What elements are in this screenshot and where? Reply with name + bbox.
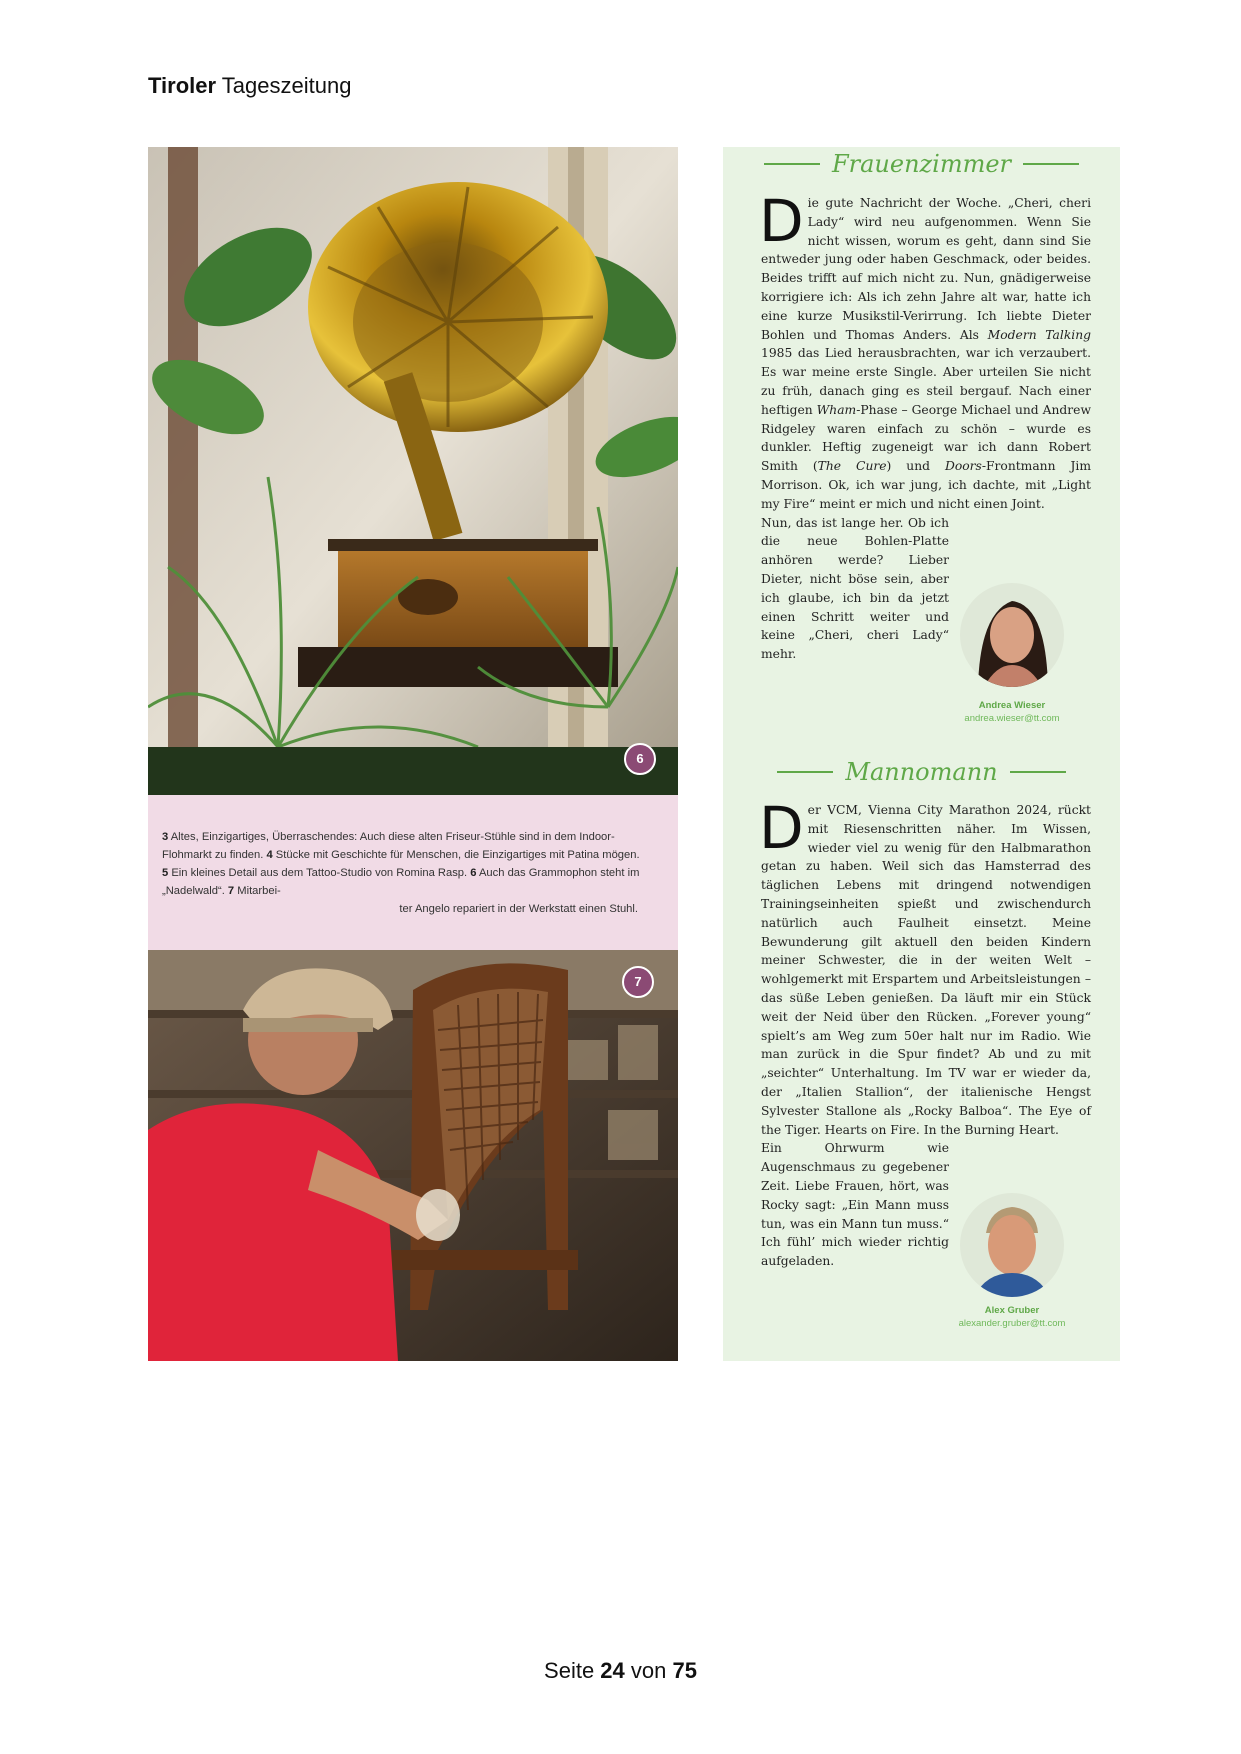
publication-name-bold: Tiroler	[148, 73, 217, 98]
portrait-woman	[960, 583, 1064, 687]
caption-number: 3	[162, 831, 169, 843]
article-text: ie gute Nachricht der Woche. „Cheri, cheri Lady“ wird neu aufgenommen. Wenn Sie nicht wissen, worum es geht, dann sind Sie entweder jung oder haben Geschmack, oder beides. Beides trifft auf mich nicht zu. Nun, gnädigerweise korrigiere ich: Als ich zehn Jahre alt war, hatte ich eine kurze Musikstil-Verirrung. Ich liebte Dieter Bohlen und Thomas Anders. Als	[761, 196, 1091, 342]
opinion-column	[723, 147, 1120, 1361]
heading-rule	[1010, 771, 1066, 773]
author-email[interactable]: andrea.wieser@tt.com	[964, 713, 1060, 724]
dropcap: D	[759, 794, 804, 862]
article-paragraph	[759, 794, 1091, 1139]
workshop-illustration	[148, 950, 678, 1361]
photo-number-badge: 7	[622, 966, 654, 998]
photo-caption	[148, 795, 678, 950]
heading-rule	[1023, 163, 1079, 165]
heading-rule	[764, 163, 820, 165]
page-footer	[0, 1658, 1241, 1684]
article-text: ) und	[886, 459, 945, 474]
caption-segment: Mitarbei-	[234, 885, 281, 897]
article-paragraph-closing: Nun, das ist lange her. Ob ich die neue Bohlen-Platte anhören werde? Lieber Dieter, nicht böse sein, aber ich glaube, ich bin da jetzt einen Schritt weiter und keine „Cheri, cheri Lady“ mehr.	[761, 515, 949, 662]
caption-segment: Stücke mit Geschichte für Menschen, die Einzigartiges mit Patina mögen.	[272, 849, 640, 861]
caption-segment: Auch das Grammophon steht im „Nadelwald“.	[162, 867, 640, 897]
author-name: Andrea Wieser	[978, 700, 1046, 711]
caption-number: 7	[227, 885, 235, 897]
author-photo-andrea-wieser	[960, 583, 1064, 687]
article-paragraph-closing: Ein Ohrwurm wie Augenschmaus zu gegebener Zeit. Liebe Frauen, hört, was Rocky sagt: „Ein Mann muss tun, was ein Mann tun muss.“ Ich fühl’ mich wieder richtig aufgeladen.	[761, 1141, 949, 1269]
article-italic: Doors	[944, 459, 982, 474]
gramophone-illustration	[148, 147, 678, 795]
article-text: 1985 das Lied herausbrachten, war ich verzaubert. Es war meine erste Single. Aber urteilen Sie nicht zu früh, danach ging es steil bergauf. Nach einer heftigen	[761, 346, 1091, 417]
heading-title: Frauenzimmer	[831, 150, 1012, 178]
caption-number: 4	[266, 849, 273, 861]
article-italic: The Cure	[817, 459, 887, 474]
current-page-number: 24	[600, 1658, 625, 1683]
caption-number: 5	[162, 867, 169, 879]
author-email[interactable]: alexander.gruber@tt.com	[958, 1318, 1066, 1329]
publication-name-rest: Tageszeitung	[216, 73, 352, 98]
caption-number: 6	[470, 867, 477, 879]
gramophone-photo	[148, 147, 678, 795]
section-heading-mannomann	[723, 755, 1120, 789]
caption-segment: Ein kleines Detail aus dem Tattoo-Studio von Romina Rasp.	[168, 867, 471, 879]
article-italic: Modern Talking	[987, 327, 1091, 342]
dropcap: D	[759, 187, 804, 255]
portrait-man	[960, 1193, 1064, 1297]
chair-repair-photo	[148, 950, 678, 1361]
article-text: -Phase – George Michael und Andrew Ridgeley waren einfach zu schön – wurde es dunkler. Heftig zugeneigt war ich dann Robert Smith (	[761, 402, 1091, 474]
author-name: Alex Gruber	[984, 1305, 1040, 1316]
caption-text	[162, 828, 648, 900]
total-page-number: 75	[672, 1658, 697, 1683]
caption-text-last-line: ter Angelo repariert in der Werkstatt einen Stuhl.	[399, 903, 638, 915]
article-paragraph	[759, 187, 1092, 514]
article-text: -Frontmann Jim Morrison. Ok, ich war jung, ich dachte, mit „Light my Fire“ meint er mich und nicht einen Joint.	[761, 459, 1092, 511]
photo-number-badge: 6	[624, 743, 656, 775]
footer-text: Seite	[544, 1658, 601, 1683]
caption-segment: Altes, Einzigartiges, Überraschendes: Auch diese alten Friseur-Stühle sind in dem Indoor-Flohmarkt zu finden.	[162, 831, 615, 861]
article-italic: Wham	[816, 402, 857, 417]
heading-rule	[777, 771, 833, 773]
author-photo-alex-gruber	[960, 1193, 1064, 1297]
article-mannomann	[759, 794, 1091, 1271]
article-text: er VCM, Vienna City Marathon 2024, rückt mit Riesenschritten näher. Im Wissen, wieder viel zu wenig für den Halbmarathon getan zu haben. Weil sich das Hamsterrad des täglichen Lebens mit dringend notwendigen Trainingseinheiten spießt und zwischendurch natürlich auch Faulheit einsetzt. Meine Bewunderung gilt aktuell den beiden Kindern meiner Schwester, die in der weiten Welt – wohlgemerkt mit Erspartem und Arbeitsleistungen – das süße Leben genießen. Da läuft mir ein Stück weit der Neid über den Rücken. „Forever young“ spielt’s am Weg zum 50er halt nur im Radio. Wie man zurück in die Spur findet? Ab und zu mit „seichter“ Unterhaltung. Im TV war er wieder da, der „Italien Stallion“, der italienische Hengst Sylvester Stallone als „Rocky Balboa“. The Eye of the Tiger. Hearts on Fire. In the Burning Heart.	[761, 803, 1091, 1137]
section-heading-frauenzimmer	[723, 147, 1120, 181]
heading-title: Mannomann	[845, 758, 998, 786]
footer-text: von	[624, 1658, 673, 1683]
publication-header	[148, 73, 351, 99]
